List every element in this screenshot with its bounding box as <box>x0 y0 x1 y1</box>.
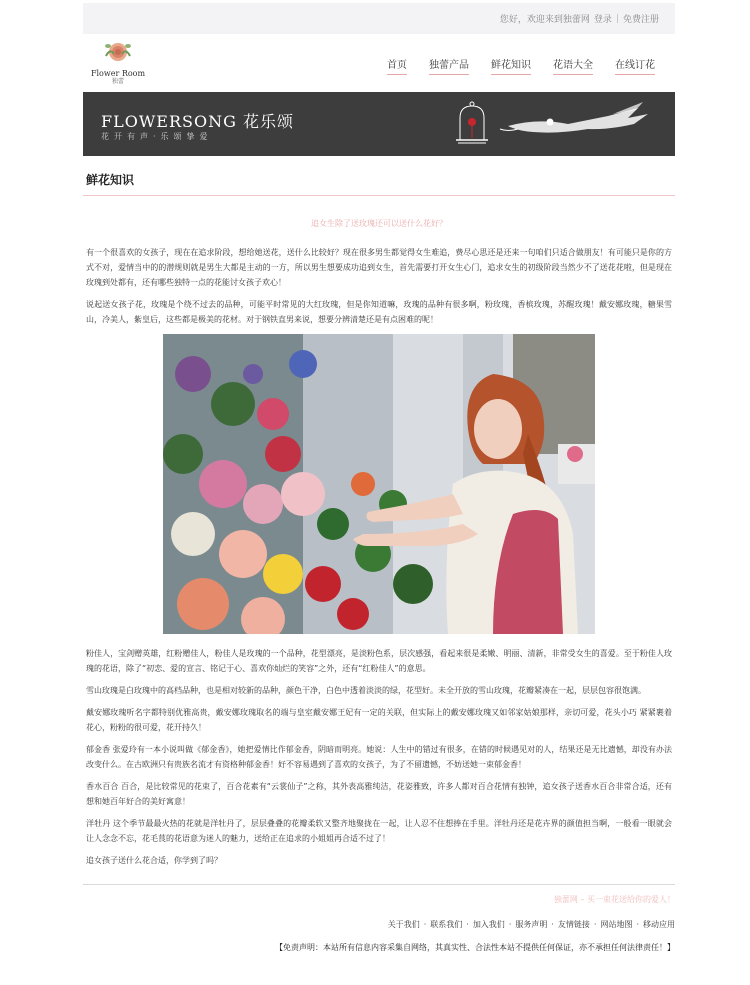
footer-disclaimer: 【免责声明：本站所有信息内容采集自网络，其真实性、合法性本站不提供任何保证，亦不承担任何法律责任！】 <box>275 943 675 952</box>
footer-slogan: 独蕾网 – 买一束花送给你的爱人！ <box>553 895 675 904</box>
article-paragraph: 香水百合 百合，是比较常见的花束了，百合花素有“云裳仙子”之称，其外表高雅纯洁，花姿雅致，许多人都对百合花情有独钟，追女孩子送香水百合非常合适，还有想和她百年好合的美好寓意！ <box>86 782 672 806</box>
flower-logo-icon <box>100 38 136 68</box>
footer-link-separator: · <box>508 920 512 929</box>
nav-item-flower-language[interactable]: 花语大全 <box>553 56 593 75</box>
footer-link-sitemap[interactable]: 网站地图 <box>600 920 633 929</box>
article-title: 追女生除了送玫瑰还可以送什么花好？ <box>311 219 447 228</box>
section-title: 鲜花知识 <box>83 171 675 196</box>
article-paragraph: 说起送女孩子花，玫瑰是个绕不过去的品种，可能平时常见的大红玫瑰，但是你知道嘛，玫瑰的品种有很多啊，粉玫瑰，香槟玫瑰，苏醒玫瑰！戴安娜玫瑰，糖果雪山，冷美人，紫皇后，这些都是极美的花材。对于钢铁直男来说，想要分辨清楚还是有点困难的呢！ <box>86 300 672 324</box>
footer-link-separator: · <box>423 920 427 929</box>
article-paragraph: 洋牡丹 这个季节最最火热的花就是洋牡丹了，层层叠叠的花瓣柔软又整齐地聚拢在一起，让人忍不住想捧在手里。洋牡丹还是花卉界的颜值担当啊，一般看一眼就会让人念念不忘，花毛茛的花语意为迷人的魅力，送给正在追求的小姐姐再合适不过了！ <box>86 819 672 843</box>
article <box>83 218 675 868</box>
footer-link-friends[interactable]: 友情链接 <box>557 920 590 929</box>
banner-title: FLOWERSONG 花乐颂 <box>101 112 294 131</box>
banner-subtitle: 花开有声·乐颂挚爱 <box>101 132 213 141</box>
footer-link-join[interactable]: 加入我们 <box>472 920 505 929</box>
main-nav <box>365 56 655 75</box>
article-paragraph: 追女孩子送什么花合适，你学到了吗？ <box>86 856 222 865</box>
register-link[interactable]: 免费注册 <box>622 15 659 25</box>
logo-text: Flower Room <box>90 69 146 78</box>
footer-link-about[interactable]: 关于我们 <box>387 920 420 929</box>
site-logo[interactable] <box>87 38 149 88</box>
article-paragraph: 雪山玫瑰是白玫瑰中的高档品种，也是相对较新的品种，颜色干净，白色中透着淡淡的绿，花型好。未全开放的雪山玫瑰，花瓣紧凑在一起，层层包容很饱满。 <box>86 686 646 695</box>
footer-link-terms[interactable]: 服务声明 <box>515 920 548 929</box>
florist-arranging-flowers-image <box>163 334 595 634</box>
nav-item-products[interactable]: 独蕾产品 <box>429 56 469 75</box>
page <box>83 3 675 953</box>
banner <box>83 92 675 156</box>
divider: | <box>615 13 619 24</box>
login-link[interactable]: 登录 <box>593 15 612 25</box>
rose-dome-illustration-icon <box>438 96 668 152</box>
top-bar <box>83 3 675 34</box>
article-paragraph: 戴安娜玫瑰听名字都特别优雅高贵，戴安娜玫瑰取名的端与皇室戴安娜王妃有一定的关联，但实际上的戴安娜玫瑰又如邻家姑娘那样，亲切可爱，花头小巧 紧紧裹着花心，粉粉的很可爱，花开持久！ <box>86 708 672 732</box>
welcome-text: 您好，欢迎来到独蕾网 <box>499 15 590 25</box>
florist-photo <box>163 334 595 634</box>
header <box>83 34 675 92</box>
article-paragraph: 有一个很喜欢的女孩子，现在在追求阶段，想给她送花，送什么比较好？现在很多男生都觉得女生难追，费尽心思还是还来一句咱们只适合做朋友！有可能只是你的方式不对，爱情当中的的潜规则就是男生大都是主动的一方，所以男生想要成功追到女生，首先需要打开女生心门，追求女生的初级阶段当然少不了送花花啦，但是现在玫瑰到处都有，还有哪些独特一点的花能讨女孩子欢心！ <box>86 248 672 287</box>
footer-link-separator: · <box>551 920 554 929</box>
footer-links <box>83 919 675 930</box>
footer-link-separator: · <box>636 920 639 929</box>
footer-link-contact[interactable]: 联系我们 <box>430 920 463 929</box>
article-paragraph: 郁金香 张爱玲有一本小说叫做《郁金香》，她把爱情比作郁金香，阴暗而明亮。她说：人生中的错过有很多，在错的时候遇见对的人，结果还是无比遗憾，却没有办法改变什么。在古欧洲只有贵族名流才有资格种郁金香！好不容易遇到了喜欢的女孩子，为了不留遗憾，不妨送她一束郁金香！ <box>86 745 672 769</box>
footer-divider <box>83 884 675 885</box>
nav-item-flower-knowledge[interactable]: 鲜花知识 <box>491 56 531 75</box>
footer-link-separator: · <box>466 920 469 929</box>
footer-link-mobile[interactable]: 移动应用 <box>643 920 675 929</box>
nav-item-home[interactable]: 首页 <box>387 56 407 75</box>
nav-item-order-online[interactable]: 在线订花 <box>615 56 655 75</box>
logo-subtext: 独蕾 <box>111 78 124 85</box>
footer-link-separator: · <box>593 920 597 929</box>
article-paragraph: 粉佳人，宝剑赠英雄，红粉赠佳人，粉佳人是玫瑰的一个品种，花型漂亮，是淡粉色系，层次感强，看起来很是柔嫩、明丽、清新，非常受女生的喜爱。至于粉佳人玫瑰的花语，除了“初恋、爱的宣言、铭记于心、喜欢你灿烂的笑容”之外，还有“红粉佳人”的意思。 <box>86 649 672 673</box>
